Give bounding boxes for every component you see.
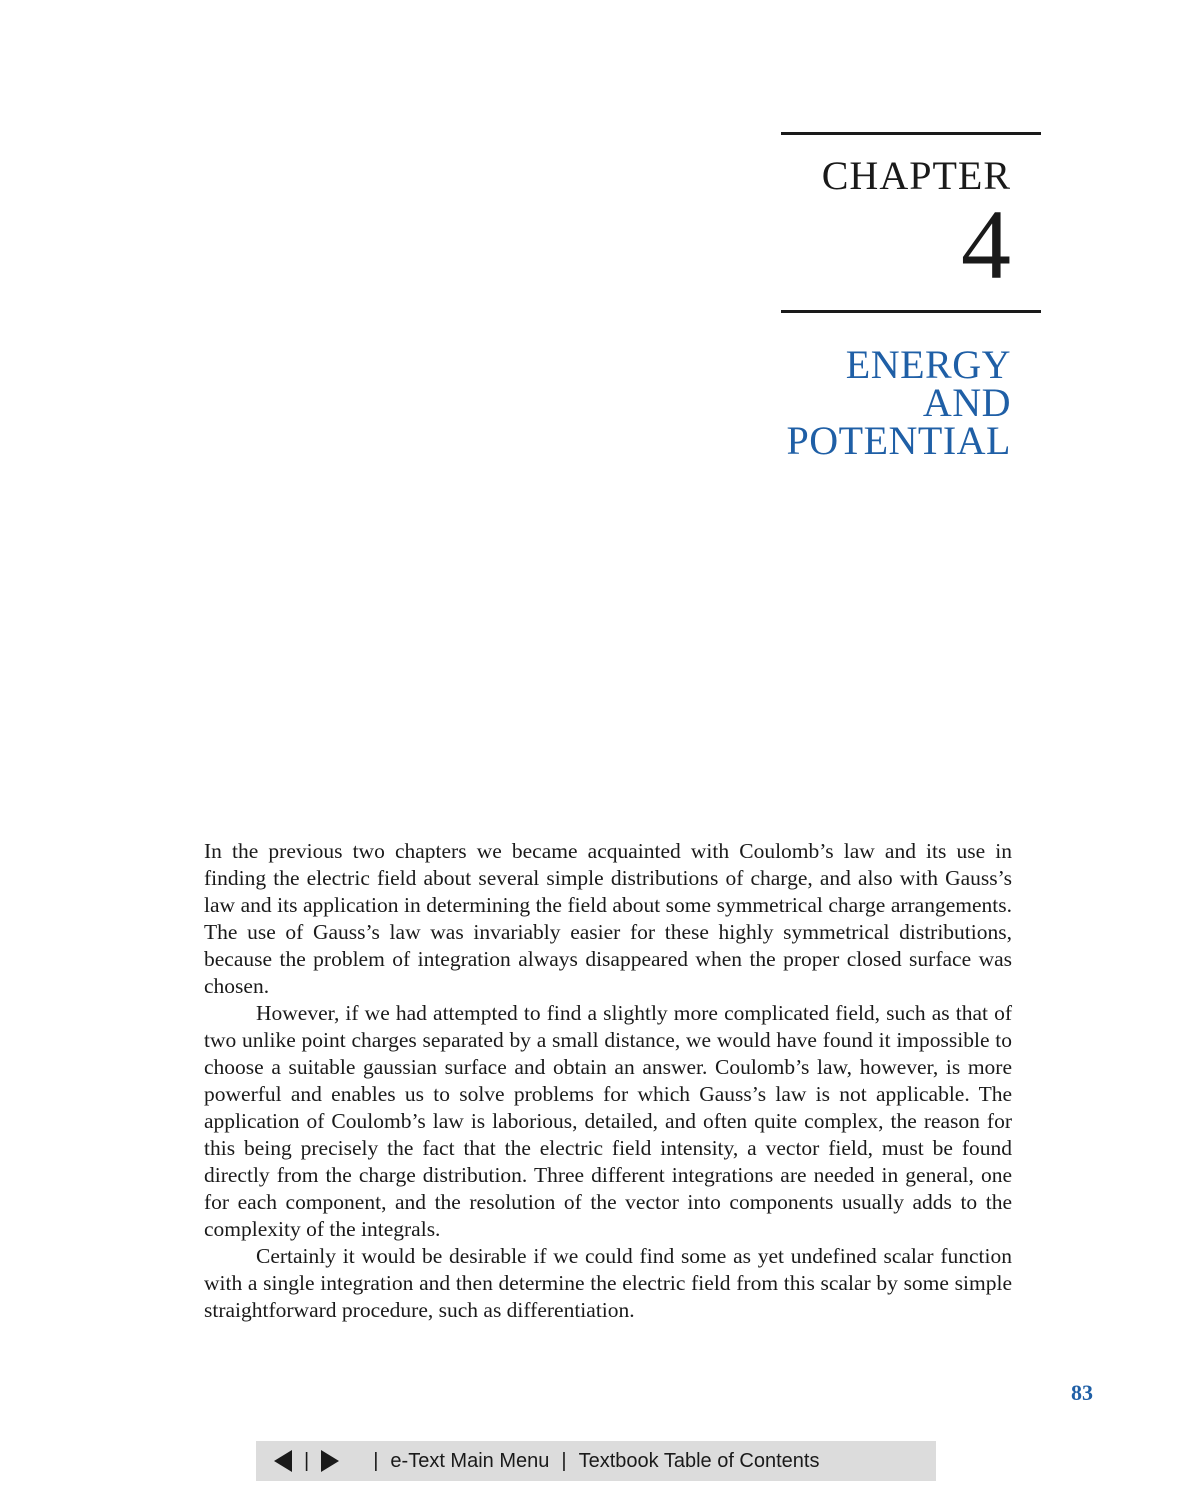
navigation-bar — [256, 1441, 936, 1481]
chapter-label: CHAPTER — [821, 153, 1011, 198]
left-triangle-icon[interactable] — [274, 1450, 292, 1472]
textbook-toc-link[interactable]: Textbook Table of Contents — [578, 1449, 820, 1472]
nav-separator: | — [304, 1449, 310, 1472]
chapter-title — [786, 342, 1011, 463]
chapter-title-line-1: ENERGY — [845, 342, 1011, 387]
paragraph: However, if we had attempted to find a slightly more complicated field, such as that of two unlike point charges separated by a small distance, we would have found it impossible to choose a suitable gaussian surface and obtain an answer. Coulomb’s law, however, is more powerful and enables us to solve problems for which Gauss’s law is not applicable. The application of Coulomb’s law is laborious, detailed, and often quite complex, the reason for this being precisely the fact that the electric field intensity, a vector field, must be found directly from the charge distribution. Three different integrations are needed in general, one for each component, and the resolution of the vector into components usually adds to the complexity of the integrals. — [204, 1001, 1012, 1241]
chapter-rule-bottom — [781, 310, 1041, 313]
chapter-title-line-2: AND — [922, 380, 1011, 425]
e-text-main-menu-link[interactable]: e-Text Main Menu — [390, 1449, 550, 1472]
page-number: 83 — [1071, 1380, 1093, 1405]
paragraph: In the previous two chapters we became acquainted with Coulomb’s law and its use in finding the electric field about several simple distributions of charge, and also with Gauss’s law and its application in determining the field about some symmetrical charge arrangements. The use of Gauss’s law was invariably easier for these highly symmetrical distributions, because the problem of integration always disappeared when the proper closed surface was chosen. — [204, 839, 1012, 998]
right-triangle-icon[interactable] — [321, 1450, 339, 1472]
chapter-title-line-3: POTENTIAL — [786, 418, 1011, 463]
chapter-number: 4 — [961, 189, 1011, 300]
body-text — [204, 838, 1012, 1324]
nav-separator: | — [373, 1449, 379, 1472]
nav-separator: | — [561, 1449, 567, 1472]
paragraph: Certainly it would be desirable if we could find some as yet undefined scalar function with a single integration and then determine the electric field from this scalar by some simple straightforward procedure, such as differentiation. — [204, 1244, 1012, 1322]
chapter-rule-top — [781, 132, 1041, 135]
